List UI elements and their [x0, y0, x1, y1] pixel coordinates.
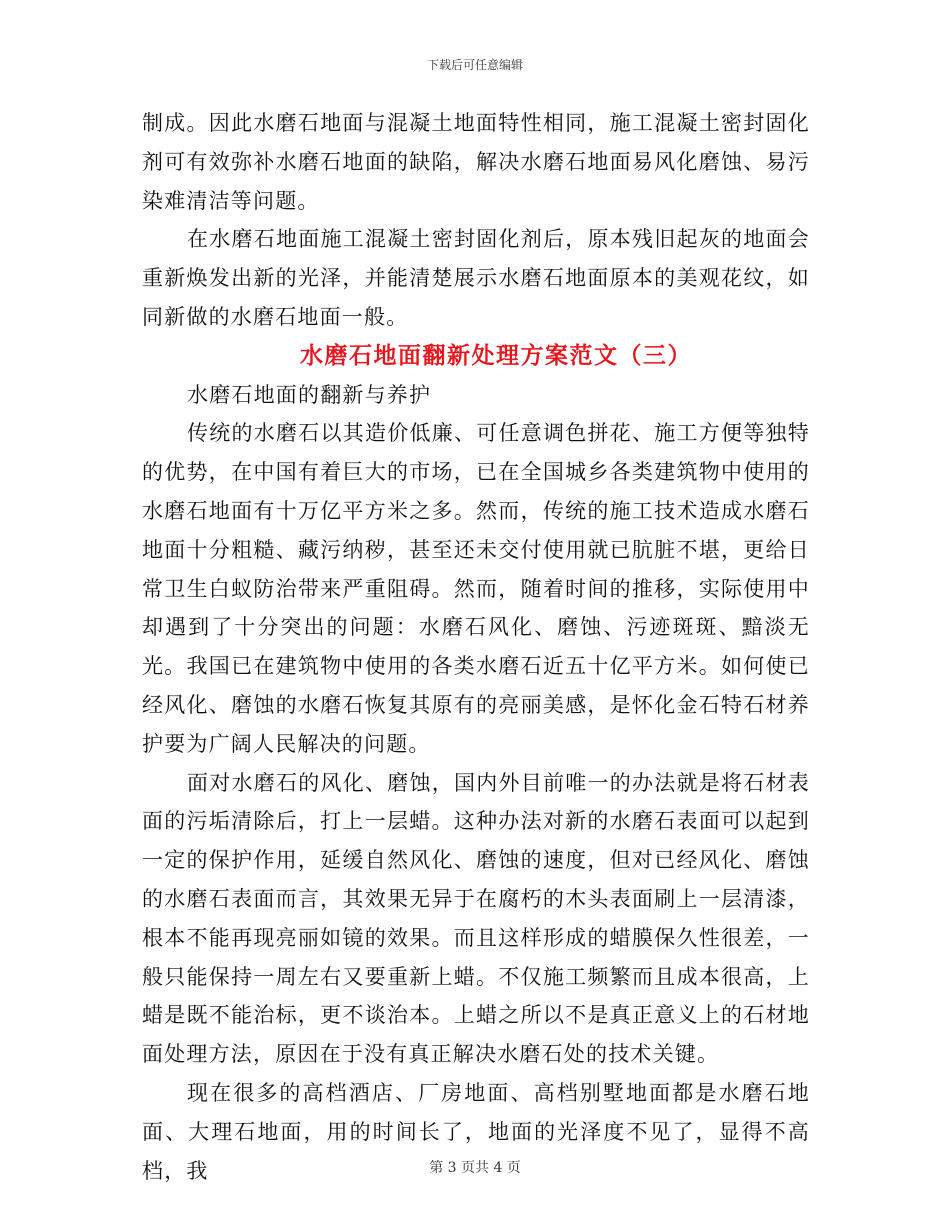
page-footer: 第 3 页共 4 页 — [429, 1160, 521, 1176]
paragraph-5: 现在很多的高档酒店、厂房地面、高档别墅地面都是水磨石地面、大理石地面，用的时间长了，地面的光泽度不见了，显得不高档，我 — [142, 1080, 810, 1183]
paragraph-1: 制成。因此水磨石地面与混凝土地面特性相同，施工混凝土密封固化剂可有效弥补水磨石地面的缺陷，解决水磨石地面易风化磨蚀、易污染难清洁等问题。 — [142, 111, 810, 213]
section-title: 水磨石地面翻新处理方案范文（三） — [300, 342, 692, 369]
page-header: 下载后可任意编辑 — [426, 58, 523, 72]
paragraph-3: 传统的水磨石以其造价低廉、可任意调色拼花、施工方便等独特的优势，在中国有着巨大的市场，已在全国城乡各类建筑物中使用的水磨石地面有十万亿平方米之多。然而，传统的施工技术造成水磨石地面十分粗糙、藏污纳秽，甚至还未交付使用就已肮脏不堪，更给日常卫生白蚁防治带来严重阻碍。然而，随着时间的推移，实际使用中却遇到了十分突出的问题：水磨石风化、磨蚀、污迹斑斑、黯淡无光。我国已在建筑物中使用的各类水磨石近五十亿平方米。如何使已经风化、磨蚀的水磨石恢复其原有的亮丽美感，是怀化金石特石材养护要为广阔人民解决的问题。 — [142, 421, 810, 756]
section-subtitle: 水磨石地面的翻新与养护 — [187, 382, 432, 407]
paragraph-2: 在水磨石地面施工混凝土密封固化剂后，原本残旧起灰的地面会重新焕发出新的光泽，并能清楚展示水磨石地面原本的美观花纹，如同新做的水磨石地面一般。 — [142, 227, 810, 329]
paragraph-4: 面对水磨石的风化、磨蚀，国内外目前唯一的办法就是将石材表面的污垢清除后，打上一层蜡。这种办法对新的水磨石表面可以起到一定的保护作用，延缓自然风化、磨蚀的速度，但对已经风化、磨蚀的水磨石表面而言，其效果无异于在腐朽的木头表面刷上一层清漆，根本不能再现亮丽如镜的效果。而且这样形成的蜡膜保久性很差，一般只能保持一周左右又要重新上蜡。不仅施工频繁而且成本很高，上蜡是既不能治标，更不谈治本。上蜡之所以不是真正意义上的石材地面处理方法，原因在于没有真正解决水磨石处的技术关键。 — [142, 770, 810, 1067]
document-body — [142, 104, 810, 1190]
